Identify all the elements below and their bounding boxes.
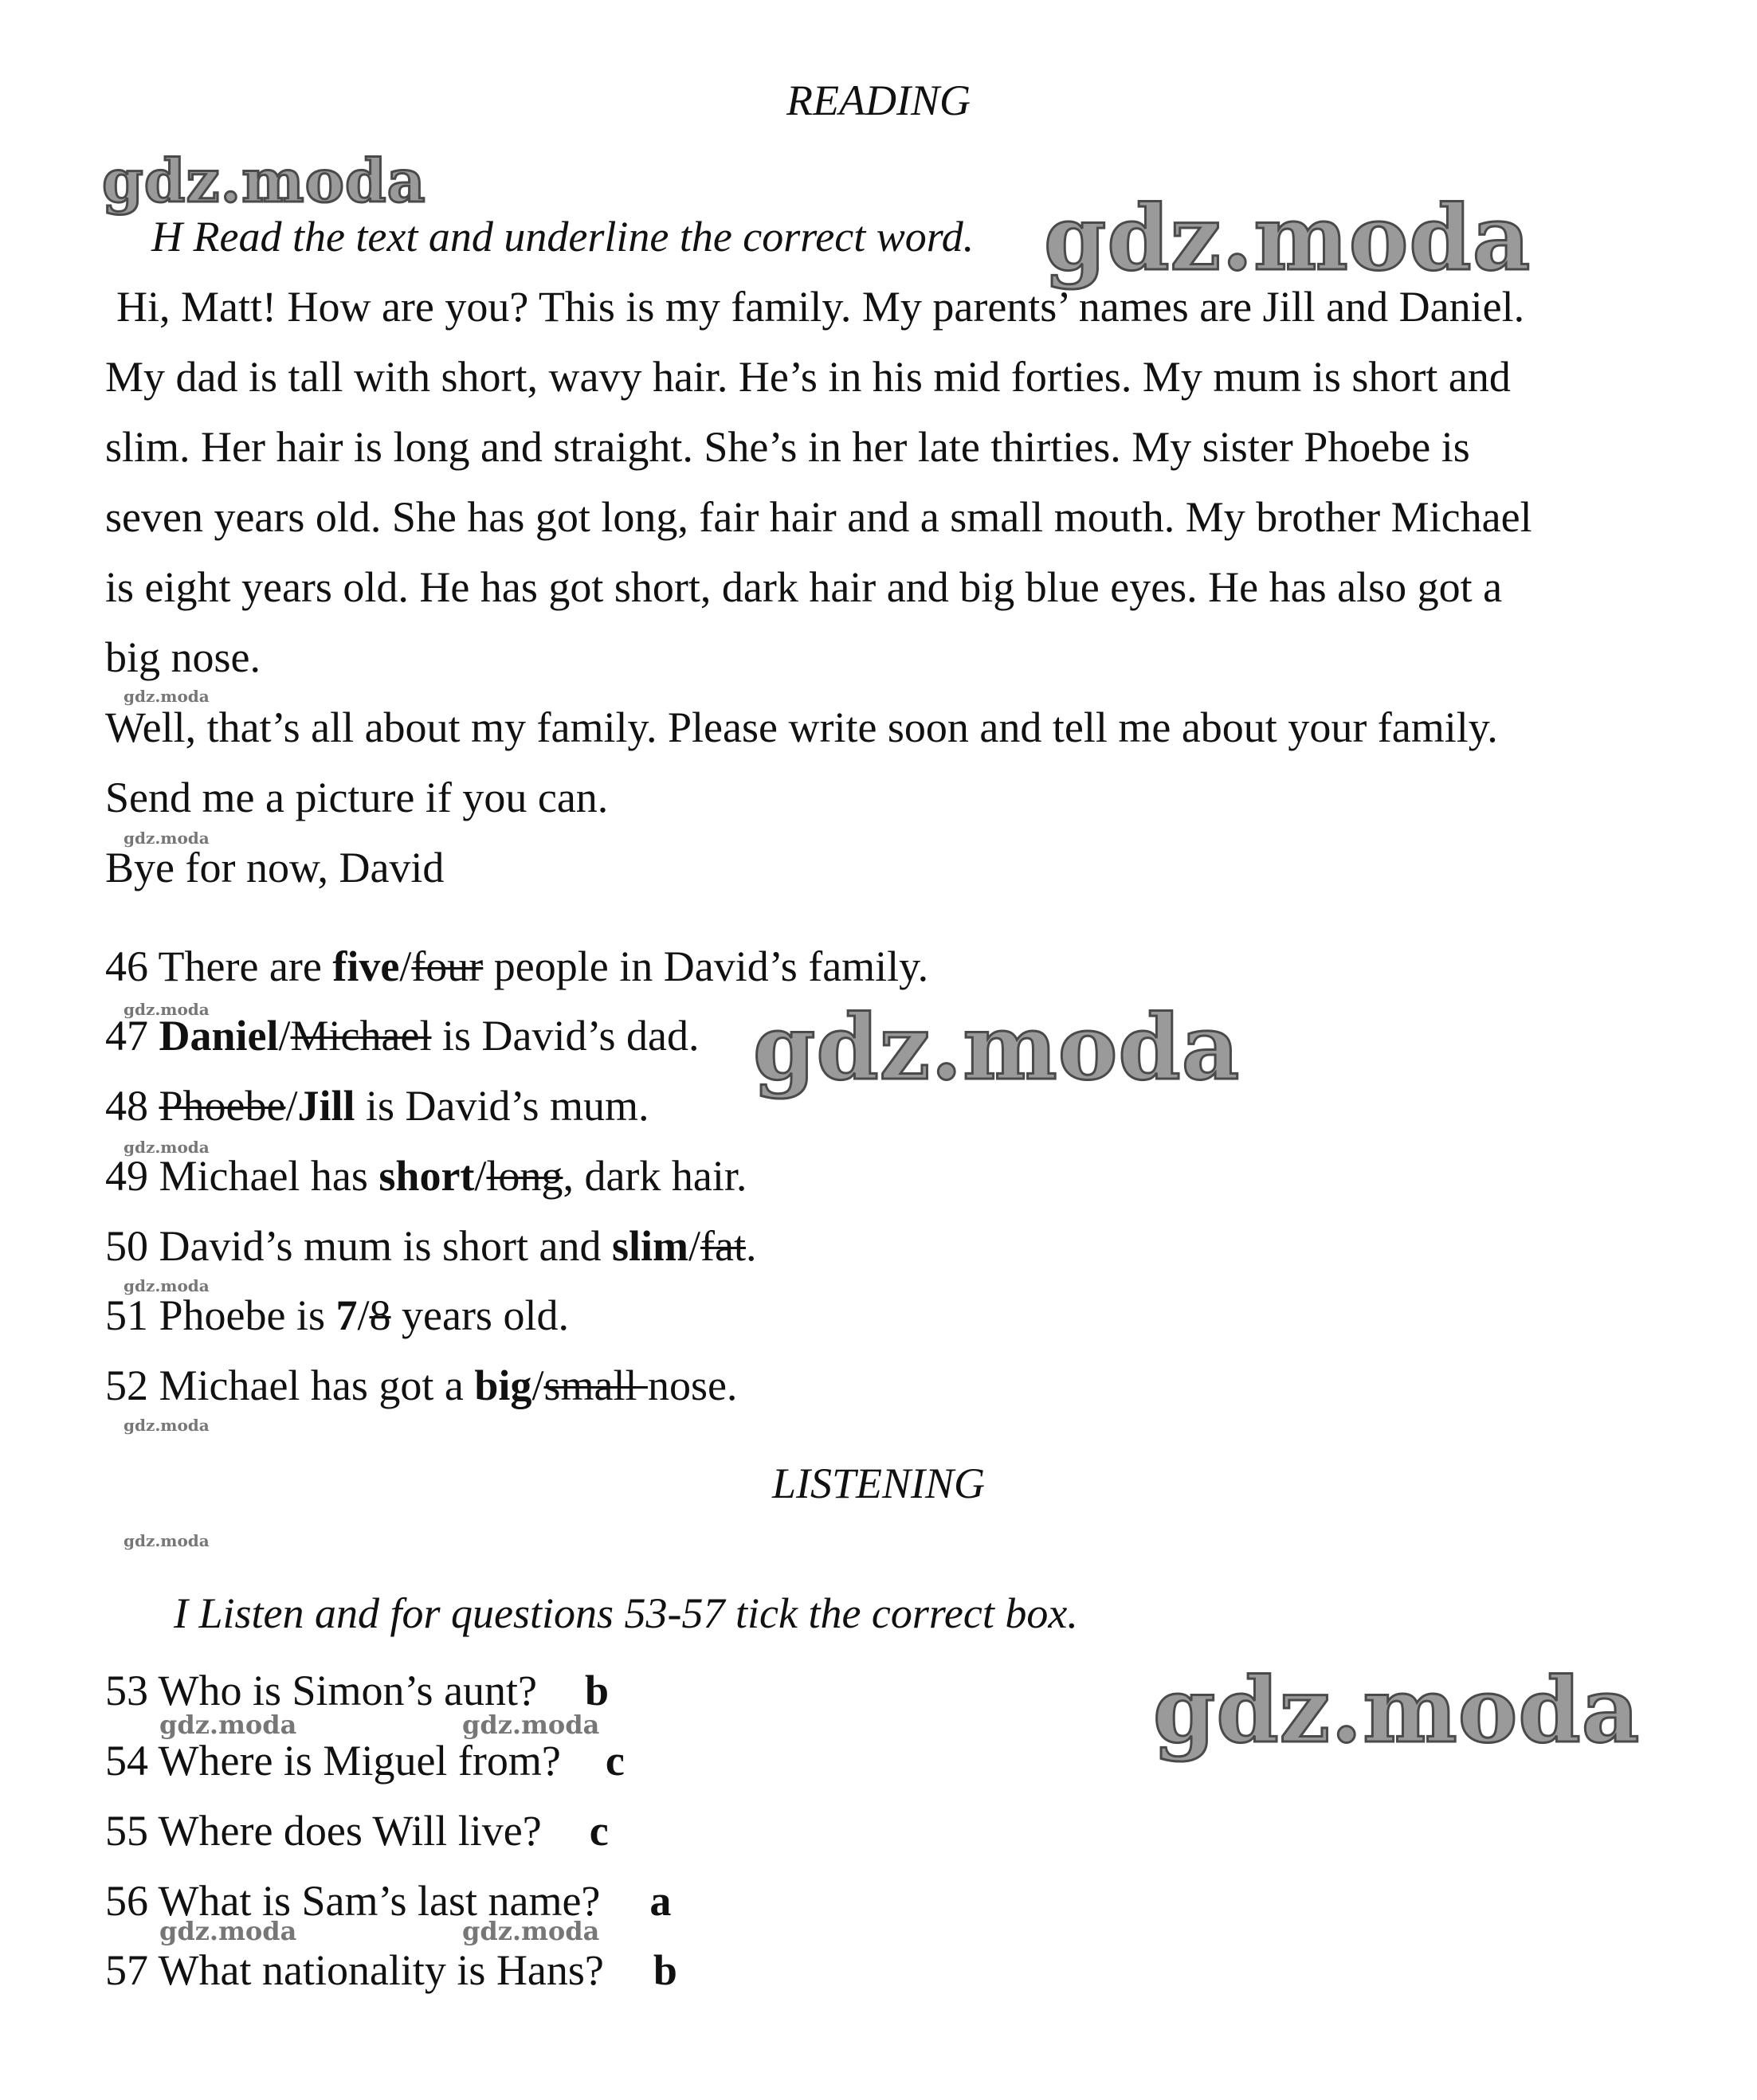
reading-question-48: 48 Phoebe/Jill is David’s mum. <box>105 1082 649 1130</box>
chosen-answer: big <box>474 1361 532 1409</box>
watermark-small: gdz.moda <box>124 1000 210 1019</box>
watermark-small: gdz.moda <box>159 1710 297 1740</box>
watermark-logo: gdz.moda <box>1153 1659 1641 1763</box>
letter-line: is eight years old. He has got short, dark hair and big blue eyes. He has also got a <box>105 563 1503 611</box>
letter-line: Well, that’s all about my family. Please write soon and tell me about your family. <box>105 703 1498 751</box>
chosen-answer: Jill <box>297 1082 355 1130</box>
watermark-small: gdz.moda <box>462 1710 600 1740</box>
watermark-small: gdz.moda <box>159 1916 297 1946</box>
letter-line: My dad is tall with short, wavy hair. He’s in his mid forties. My mum is short and <box>105 353 1511 401</box>
rejected-answer: 8 <box>369 1291 391 1339</box>
letter-line: big nose. <box>105 633 261 681</box>
rejected-answer: Phoebe <box>159 1082 286 1130</box>
answer-letter: c <box>589 1807 609 1855</box>
letter-line: Bye for now, David <box>105 844 445 891</box>
listening-title: LISTENING <box>771 1459 986 1507</box>
listening-question-57: 57 What nationality is Hans? b <box>105 1946 677 1994</box>
chosen-answer: five <box>332 942 400 990</box>
reading-title: READING <box>786 76 971 124</box>
watermark-small: gdz.moda <box>124 687 210 706</box>
reading-instruction: H Read the text and underline the correct word. <box>151 213 975 261</box>
chosen-answer: slim <box>611 1222 688 1270</box>
watermark-small: gdz.moda <box>124 829 210 848</box>
chosen-answer: 7 <box>335 1291 358 1339</box>
letter-line: Hi, Matt! How are you? This is my family. My parents’ names are Jill and Daniel. <box>116 283 1525 331</box>
listening-question-54: 54 Where is Miguel from? c <box>105 1737 625 1785</box>
answer-letter: a <box>649 1877 672 1925</box>
watermark-logo: gdz.moda <box>1044 186 1531 291</box>
rejected-answer: small <box>543 1361 648 1409</box>
watermark-logo: gdz.moda <box>102 147 426 216</box>
rejected-answer: long <box>486 1152 563 1200</box>
rejected-answer: fat <box>700 1222 746 1270</box>
listening-question-56: 56 What is Sam’s last name? a <box>105 1877 672 1925</box>
reading-question-49: 49 Michael has short/long, dark hair. <box>105 1152 747 1200</box>
listening-instruction: I Listen and for questions 53-57 tick the correct box. <box>174 1589 1078 1637</box>
watermark-small: gdz.moda <box>124 1138 210 1157</box>
rejected-answer: four <box>411 942 484 990</box>
reading-question-52: 52 Michael has got a big/small nose. <box>105 1361 738 1409</box>
rejected-answer: Michael <box>290 1012 432 1060</box>
watermark-small: gdz.moda <box>124 1276 210 1295</box>
letter-line: Send me a picture if you can. <box>105 774 609 821</box>
reading-question-51: 51 Phoebe is 7/8 years old. <box>105 1291 569 1339</box>
answer-letter: b <box>653 1946 677 1994</box>
watermark-small: gdz.moda <box>124 1531 210 1550</box>
chosen-answer: Daniel <box>159 1012 279 1060</box>
letter-line: seven years old. She has got long, fair hair and a small mouth. My brother Michael <box>105 493 1532 541</box>
listening-question-55: 55 Where does Will live? c <box>105 1807 609 1855</box>
letter-line: slim. Her hair is long and straight. She’s in her late thirties. My sister Phoebe is <box>105 423 1470 471</box>
answer-letter: c <box>605 1737 625 1785</box>
letter-text <box>105 272 1699 903</box>
reading-question-50: 50 David’s mum is short and slim/fat. <box>105 1222 757 1270</box>
reading-question-47: 47 Daniel/Michael is David’s dad. <box>105 1012 700 1060</box>
watermark-small: gdz.moda <box>124 1416 210 1435</box>
watermark-small: gdz.moda <box>462 1916 600 1946</box>
chosen-answer: short <box>378 1152 475 1200</box>
listening-question-53: 53 Who is Simon’s aunt? b <box>105 1667 610 1714</box>
answer-letter: b <box>585 1667 610 1714</box>
reading-question-46: 46 There are five/four people in David’s family. <box>105 942 929 990</box>
watermark-logo: gdz.moda <box>753 996 1241 1100</box>
